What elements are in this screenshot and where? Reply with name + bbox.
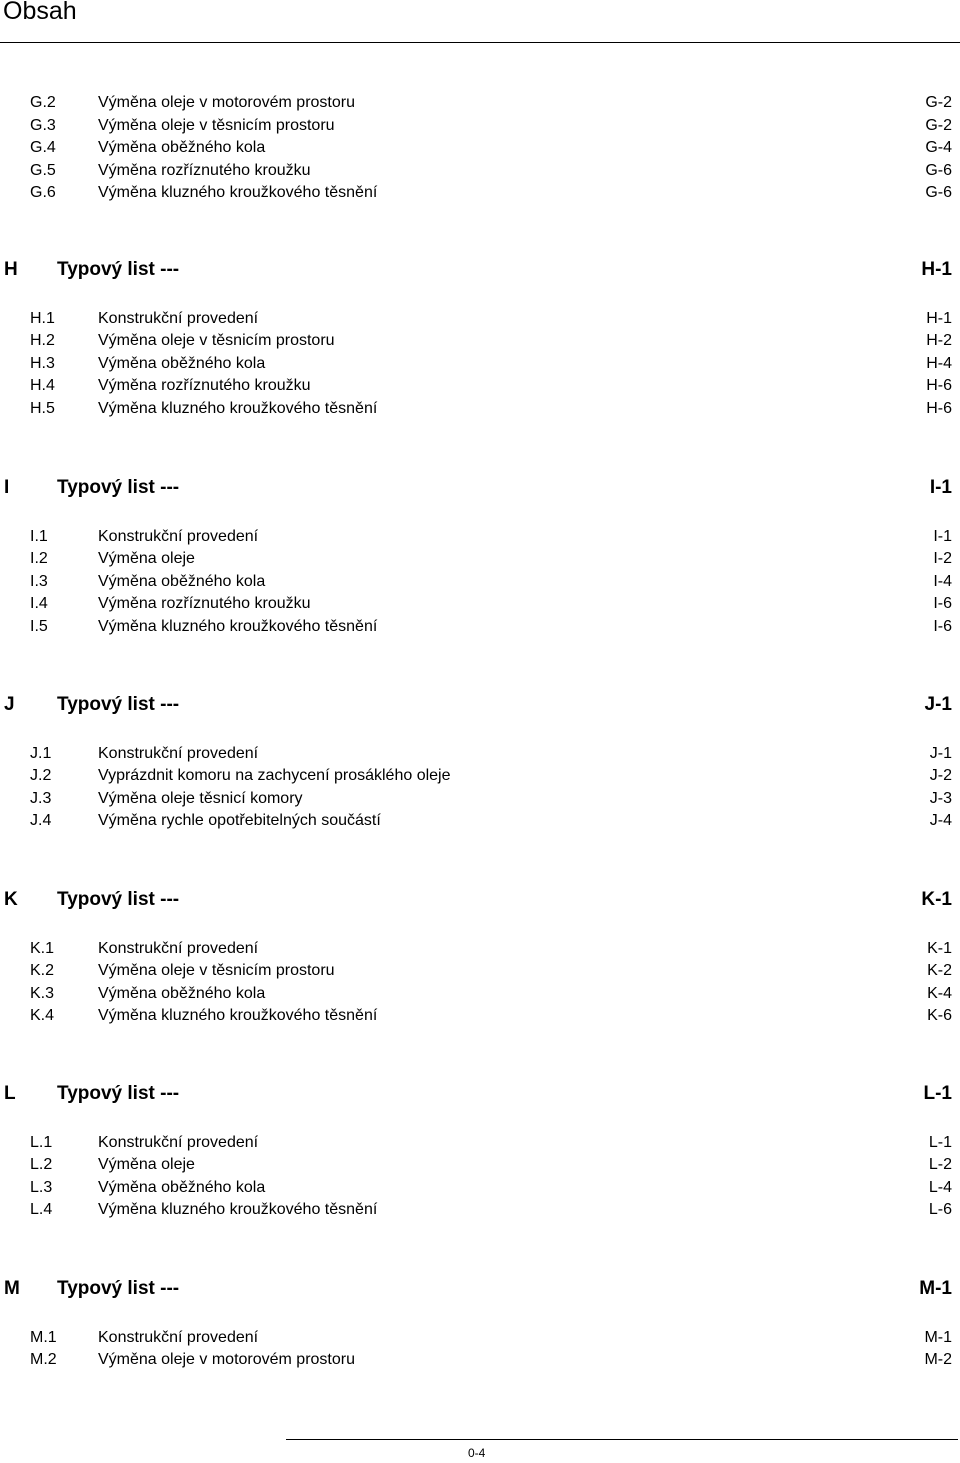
section-heading-j[interactable] xyxy=(0,692,960,718)
toc-item-page: M-2 xyxy=(924,1351,952,1369)
toc-item[interactable] xyxy=(0,1327,960,1350)
toc-item-title: Výměna rozříznutého kroužku xyxy=(98,595,311,613)
toc-item-page: K-2 xyxy=(927,962,952,980)
toc-item[interactable] xyxy=(0,743,960,766)
toc-item-page: I-2 xyxy=(933,550,952,568)
toc-item-number: K.4 xyxy=(30,1007,55,1025)
section-heading-h[interactable] xyxy=(0,257,960,283)
toc-item-page: M-1 xyxy=(924,1328,952,1346)
toc-item[interactable] xyxy=(0,526,960,549)
toc-item[interactable] xyxy=(0,330,960,353)
toc-item-title: Výměna oběžného kola xyxy=(98,572,266,590)
section-title: Typový list --- xyxy=(57,259,180,280)
toc-item-page: G-6 xyxy=(925,161,952,179)
toc-item-number: G.3 xyxy=(30,116,56,134)
section-page: M-1 xyxy=(919,1278,952,1299)
footer-page-number: 0-4 xyxy=(468,1446,486,1460)
toc-item[interactable] xyxy=(0,1177,960,1200)
toc-item-number: M.1 xyxy=(30,1328,57,1346)
toc-item-title: Výměna oleje v těsnicím prostoru xyxy=(98,116,335,134)
toc-item-page: J-2 xyxy=(929,767,952,785)
section-title: Typový list --- xyxy=(57,1083,180,1104)
toc-item-title: Výměna oběžného kola xyxy=(98,139,266,157)
toc-item[interactable] xyxy=(0,1199,960,1222)
section-title: Typový list --- xyxy=(57,1278,180,1299)
section-page: K-1 xyxy=(921,889,952,910)
section-heading-l[interactable] xyxy=(0,1081,960,1107)
toc-item-title: Výměna oleje těsnicí komory xyxy=(98,789,303,807)
toc-item-number: I.1 xyxy=(30,527,48,545)
toc-item-number: G.4 xyxy=(30,139,56,157)
section-page: I-1 xyxy=(929,477,952,498)
toc-item[interactable] xyxy=(0,1132,960,1155)
toc-item[interactable] xyxy=(0,115,960,138)
toc-item-title: Výměna kluzného kroužkového těsnění xyxy=(98,184,378,202)
toc-item-number: K.3 xyxy=(30,984,55,1002)
toc-item-number: G.6 xyxy=(30,184,56,202)
toc-item-number: J.1 xyxy=(30,744,52,762)
page-title: Obsah xyxy=(3,0,77,25)
toc-item-title: Vyprázdnit komoru na zachycení prosáklého oleje xyxy=(98,767,451,785)
toc-item-page: J-1 xyxy=(929,744,952,762)
toc-item[interactable] xyxy=(0,810,960,833)
toc-item-title: Konstrukční provedení xyxy=(98,1328,259,1346)
section-title: Typový list --- xyxy=(57,694,180,715)
toc-item[interactable] xyxy=(0,398,960,421)
title-divider xyxy=(0,42,960,43)
section-title: Typový list --- xyxy=(57,477,180,498)
toc-item-page: I-6 xyxy=(933,617,952,635)
toc-item[interactable] xyxy=(0,765,960,788)
toc-item[interactable] xyxy=(0,616,960,639)
section-page: J-1 xyxy=(924,694,952,715)
section-letter: M xyxy=(4,1278,20,1299)
toc-item-number: L.3 xyxy=(30,1178,53,1196)
toc-item-title: Konstrukční provedení xyxy=(98,939,259,957)
toc-item[interactable] xyxy=(0,375,960,398)
toc-item-page: L-4 xyxy=(928,1178,952,1196)
footer-divider xyxy=(286,1439,958,1440)
toc-item-number: H.5 xyxy=(30,399,55,417)
toc-item-number: I.4 xyxy=(30,595,48,613)
toc-item-page: K-4 xyxy=(927,984,952,1002)
toc-item[interactable] xyxy=(0,593,960,616)
section-page: H-1 xyxy=(921,259,952,280)
toc-item-title: Výměna oběžného kola xyxy=(98,1178,266,1196)
toc-item-page: H-6 xyxy=(926,399,952,417)
section-heading-m[interactable] xyxy=(0,1276,960,1302)
toc-item-number: I.3 xyxy=(30,572,48,590)
toc-item-title: Výměna oběžného kola xyxy=(98,984,266,1002)
toc-item-title: Výměna oleje v těsnicím prostoru xyxy=(98,332,335,350)
toc-item-page: H-6 xyxy=(926,377,952,395)
toc-item-title: Výměna rozříznutého kroužku xyxy=(98,377,311,395)
section-page: L-1 xyxy=(923,1083,952,1104)
toc-item-title: Výměna oleje v motorovém prostoru xyxy=(98,1351,355,1369)
toc-item-number: G.2 xyxy=(30,94,56,111)
toc-item-title: Konstrukční provedení xyxy=(98,1133,259,1151)
toc-item-number: H.3 xyxy=(30,354,55,372)
toc-item-page: I-4 xyxy=(933,572,952,590)
toc-item[interactable] xyxy=(0,571,960,594)
toc-item-page: K-6 xyxy=(927,1007,952,1025)
toc-item-page: G-6 xyxy=(925,184,952,202)
toc-item-title: Výměna kluzného kroužkového těsnění xyxy=(98,1201,378,1219)
section-title: Typový list --- xyxy=(57,889,180,910)
toc-item[interactable] xyxy=(0,983,960,1006)
toc-item[interactable] xyxy=(0,308,960,331)
toc-item-page: L-1 xyxy=(928,1133,952,1151)
toc-item-page: H-4 xyxy=(926,354,952,372)
toc-item-title: Konstrukční provedení xyxy=(98,527,259,545)
toc-item-page: J-4 xyxy=(929,812,952,830)
toc-item-number: L.1 xyxy=(30,1133,53,1151)
toc-item-title: Výměna oleje v motorovém prostoru xyxy=(98,94,355,111)
toc-item-title: Výměna oleje xyxy=(98,1156,195,1174)
section-letter: L xyxy=(4,1083,16,1104)
toc-item[interactable] xyxy=(0,938,960,961)
toc-item-page: G-4 xyxy=(925,139,952,157)
toc-item-number: I.5 xyxy=(30,617,48,635)
toc-item-number: I.2 xyxy=(30,550,48,568)
toc-item-title: Konstrukční provedení xyxy=(98,744,259,762)
toc-item[interactable] xyxy=(0,1154,960,1177)
toc-item-page: I-1 xyxy=(933,527,952,545)
toc-item-number: J.4 xyxy=(30,812,52,830)
toc-item-page: H-1 xyxy=(926,309,952,327)
toc-item-page: G-2 xyxy=(925,94,952,111)
toc-item-page: L-2 xyxy=(928,1156,952,1174)
toc-item-title: Výměna kluzného kroužkového těsnění xyxy=(98,399,378,417)
toc-item[interactable] xyxy=(0,548,960,571)
toc-item[interactable] xyxy=(0,182,960,205)
toc-item-title: Výměna rychle opotřebitelných součástí xyxy=(98,812,381,830)
toc-item-title: Výměna oleje v těsnicím prostoru xyxy=(98,962,335,980)
toc-item-page: K-1 xyxy=(927,939,952,957)
toc-item[interactable] xyxy=(0,1005,960,1028)
toc-item[interactable] xyxy=(0,960,960,983)
section-heading-k[interactable] xyxy=(0,887,960,913)
toc-item-number: J.2 xyxy=(30,767,52,785)
toc-item-number: M.2 xyxy=(30,1351,57,1369)
toc-item-page: J-3 xyxy=(929,789,952,807)
toc-item-number: G.5 xyxy=(30,161,56,179)
section-letter: J xyxy=(4,694,15,715)
toc-item-page: G-2 xyxy=(925,116,952,134)
toc-item[interactable] xyxy=(0,92,960,115)
toc-item-number: J.3 xyxy=(30,789,52,807)
toc-item-title: Výměna oleje xyxy=(98,550,195,568)
toc-item-number: H.2 xyxy=(30,332,55,350)
toc-item-title: Výměna kluzného kroužkového těsnění xyxy=(98,1007,378,1025)
toc-item[interactable] xyxy=(0,1349,960,1372)
toc-item-number: H.4 xyxy=(30,377,55,395)
section-letter: H xyxy=(4,259,18,280)
toc-item-number: H.1 xyxy=(30,309,55,327)
section-letter: I xyxy=(4,477,10,498)
toc-item[interactable] xyxy=(0,353,960,376)
toc-item-title: Výměna oběžného kola xyxy=(98,354,266,372)
section-letter: K xyxy=(4,889,18,910)
toc-item-number: K.1 xyxy=(30,939,55,957)
toc-item-page: I-6 xyxy=(933,595,952,613)
toc-item-number: L.4 xyxy=(30,1201,53,1219)
toc-item-number: L.2 xyxy=(30,1156,53,1174)
toc-item-title: Výměna kluzného kroužkového těsnění xyxy=(98,617,378,635)
section-heading-i[interactable] xyxy=(0,475,960,501)
toc-item-title: Výměna rozříznutého kroužku xyxy=(98,161,311,179)
toc-item-number: K.2 xyxy=(30,962,55,980)
toc-item-page: L-6 xyxy=(928,1201,952,1219)
toc-item[interactable] xyxy=(0,160,960,183)
toc-item-page: H-2 xyxy=(926,332,952,350)
toc-item-title: Konstrukční provedení xyxy=(98,309,259,327)
toc-item[interactable] xyxy=(0,137,960,160)
toc-item[interactable] xyxy=(0,788,960,811)
